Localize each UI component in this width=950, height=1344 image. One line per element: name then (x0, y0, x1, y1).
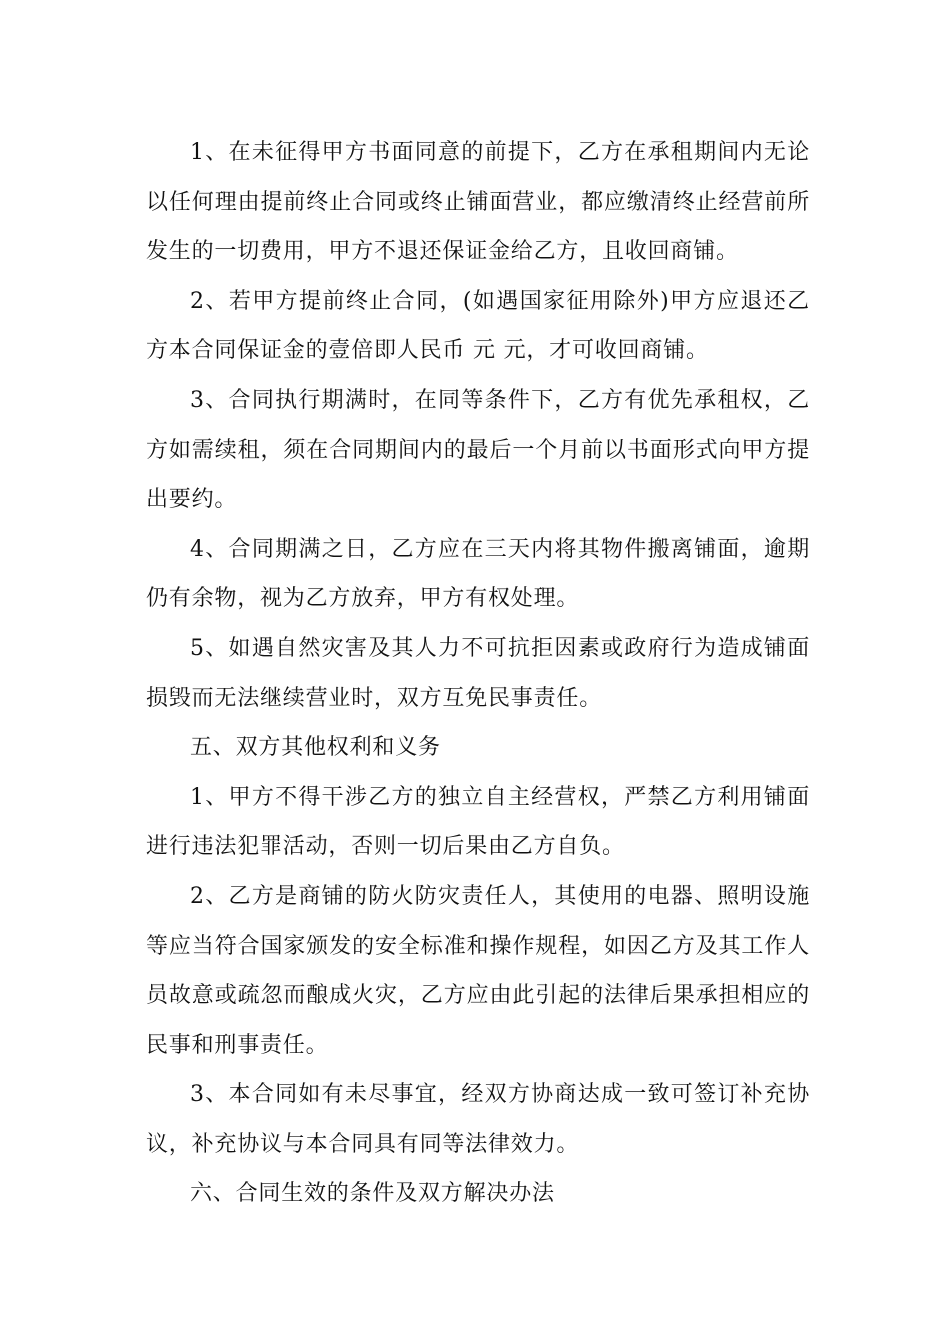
paragraph-clause-1: 1、在未征得甲方书面同意的前提下，乙方在承租期间内无论以任何理由提前终止合同或终止铺面营业，都应缴清终止经营前所发生的一切费用，甲方不退还保证金给乙方，且收回商铺。 (146, 140, 810, 265)
paragraph-clause-4: 4、合同期满之日，乙方应在三天内将其物件搬离铺面，逾期仍有余物，视为乙方放弃，甲方有权处理。 (146, 536, 810, 612)
paragraph-rights-2: 2、乙方是商铺的防火防灾责任人，其使用的电器、照明设施等应当符合国家颁发的安全标准和操作规程，如因乙方及其工作人员故意或疏忽而酿成火灾，乙方应由此引起的法律后果承担相应的民事和刑事责任。 (146, 883, 810, 1058)
paragraph-rights-3: 3、本合同如有未尽事宜，经双方协商达成一致可签订补充协议，补充协议与本合同具有同等法律效力。 (146, 1082, 810, 1157)
paragraph-clause-5: 5、如遇自然灾害及其人力不可抗拒因素或政府行为造成铺面损毁而无法继续营业时，双方互免民事责任。 (146, 635, 810, 711)
paragraph-clause-2: 2、若甲方提前终止合同，(如遇国家征用除外)甲方应退还乙方本合同保证金的壹倍即人民币 元 元，才可收回商铺。 (146, 288, 810, 364)
paragraph-clause-3: 3、合同执行期满时，在同等条件下，乙方有优先承租权，乙方如需续租，须在合同期间内的最后一个月前以书面形式向甲方提出要约。 (146, 387, 810, 513)
section-heading-five: 五、双方其他权利和义务 (190, 735, 441, 761)
document-body (146, 128, 810, 1219)
section-heading-six: 六、合同生效的条件及双方解决办法 (190, 1181, 555, 1207)
paragraph-rights-1: 1、甲方不得干涉乙方的独立自主经营权，严禁乙方利用铺面进行违法犯罪活动，否则一切后果由乙方自负。 (146, 784, 810, 860)
